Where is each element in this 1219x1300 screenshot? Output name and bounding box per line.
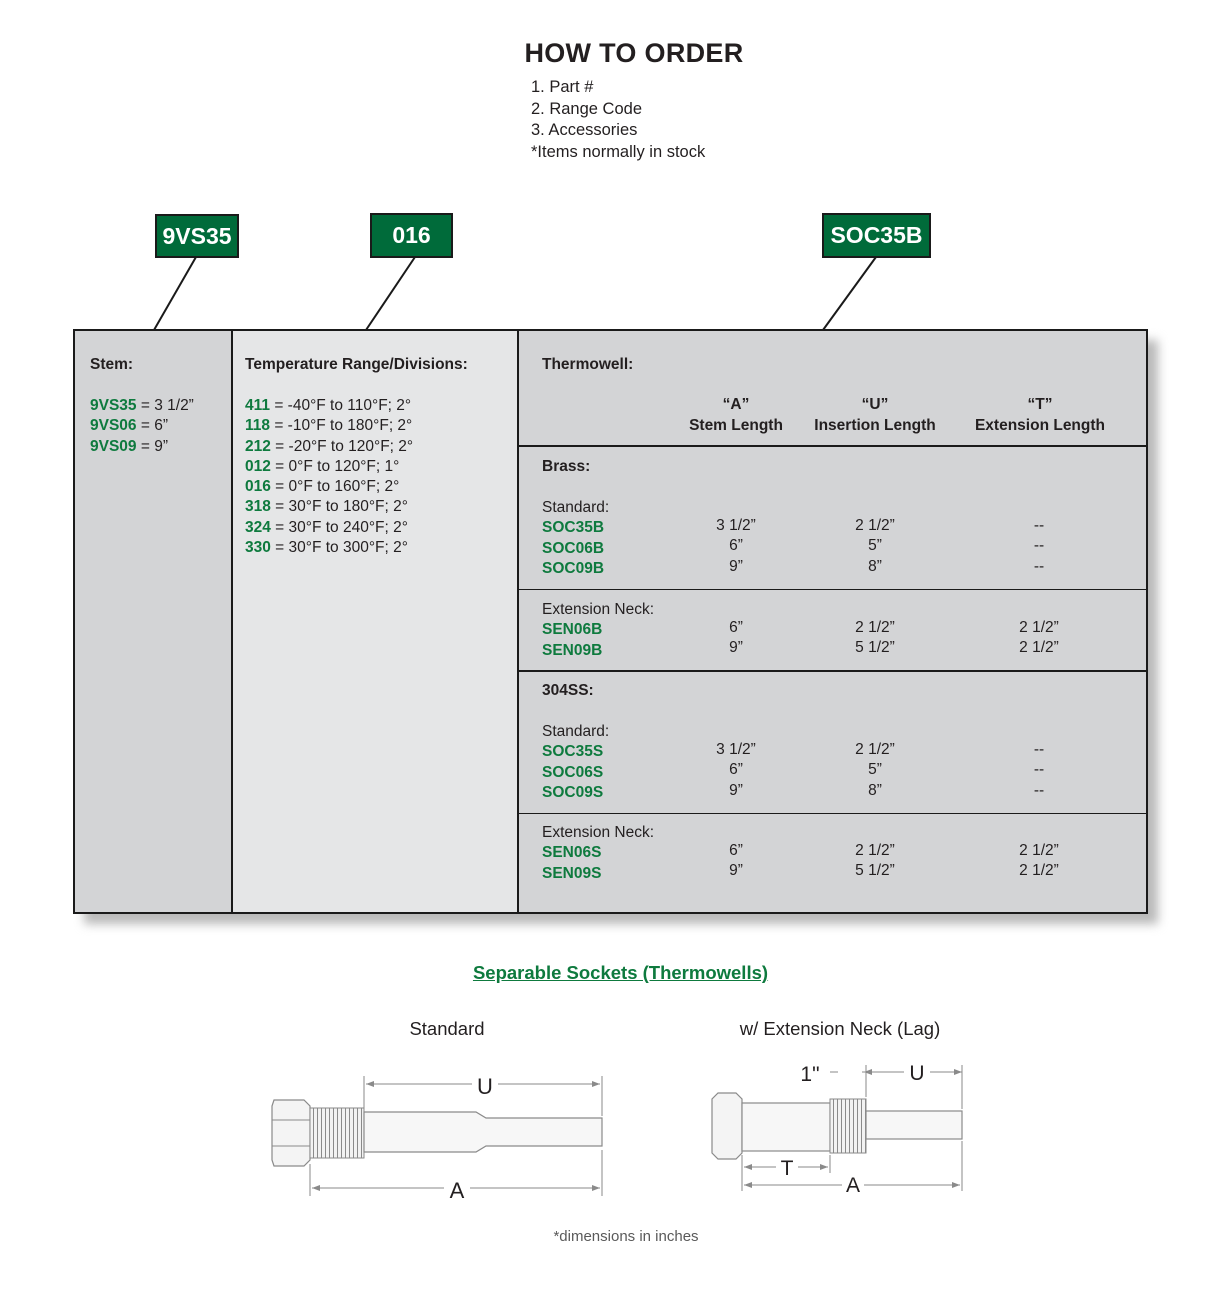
part-code: SEN06S: [542, 844, 602, 862]
col-header-u: “U” Insertion Length: [814, 396, 936, 434]
part-code: SOC06B: [542, 539, 605, 557]
range-panel: [231, 329, 519, 914]
ss-standard-a: 3 1/2” 6” 9”: [716, 741, 756, 799]
part-code: SOC09S: [542, 783, 604, 801]
extension-socket-drawing: [700, 1055, 980, 1200]
stem-tag: 9VS35: [155, 214, 239, 258]
col-header-t: “T” Extension Length: [974, 396, 1106, 434]
ss-standard-u: 2 1/2” 5” 8”: [855, 741, 895, 799]
brass-label: Brass:: [542, 458, 591, 475]
part-code: SEN09S: [542, 864, 602, 882]
ss-extension-codes: Extension Neck: SEN06S SEN09S: [542, 823, 654, 884]
stem-list: [90, 396, 194, 457]
stem-item: 9VS06 = 6”: [90, 417, 168, 435]
part-code: SOC09B: [542, 559, 605, 577]
stem-item: 9VS09 = 9”: [90, 437, 168, 455]
ss-label: 304SS:: [542, 682, 594, 699]
ss-extension-t: 2 1/2” 2 1/2”: [1019, 842, 1059, 880]
divider: [517, 670, 1148, 672]
range-header: Temperature Range/Divisions:: [245, 356, 468, 373]
brass-standard-u: 2 1/2” 5” 8”: [855, 517, 895, 575]
range-item: 324 = 30°F to 240°F; 2°: [245, 518, 408, 536]
divider: [517, 445, 1148, 447]
brass-extension-t: 2 1/2” 2 1/2”: [1019, 619, 1059, 657]
range-item: 118 = -10°F to 180°F; 2°: [245, 417, 413, 435]
sockets-title: Separable Sockets (Thermowells): [472, 962, 769, 983]
dim-t-label: T: [780, 1157, 794, 1180]
ss-standard-t: -- -- --: [1033, 741, 1045, 799]
dim-u-label: U: [477, 1074, 493, 1099]
dim-1in-label: 1": [800, 1063, 820, 1086]
brass-standard-codes: Standard: SOC35B SOC06B SOC09B: [542, 498, 609, 579]
dimensions-note: *dimensions in inches: [553, 1228, 699, 1245]
part-code: SOC06S: [542, 763, 604, 781]
range-list: [245, 396, 413, 558]
stem-header: Stem:: [90, 356, 134, 373]
stock-note: *Items normally in stock: [531, 142, 706, 161]
part-code: SOC35S: [542, 743, 604, 761]
tag-leader-lines: [0, 0, 1219, 340]
col-header-a: “A” Stem Length: [689, 396, 783, 434]
stem-item: 9VS35 = 3 1/2”: [90, 397, 194, 414]
part-code: SEN09B: [542, 641, 603, 659]
thermowell-header: Thermowell:: [542, 356, 634, 373]
part-code: SOC35B: [542, 519, 605, 537]
range-item: 318 = 30°F to 180°F; 2°: [245, 498, 408, 516]
range-item: 212 = -20°F to 120°F; 2°: [245, 437, 414, 455]
brass-extension-u: 2 1/2” 5 1/2”: [855, 619, 895, 657]
brass-standard-a: 3 1/2” 6” 9”: [716, 517, 756, 575]
ss-standard-codes: Standard: SOC35S SOC06S SOC09S: [542, 722, 609, 803]
brass-standard-t: -- -- --: [1033, 517, 1045, 575]
part-code: SEN06B: [542, 621, 603, 639]
stem-panel: [73, 329, 233, 914]
brass-extension-a: 6” 9”: [729, 619, 743, 657]
step-3: 3. Accessories: [531, 121, 638, 140]
step-1: 1. Part #: [531, 78, 594, 96]
page-title: HOW TO ORDER: [524, 38, 744, 68]
ss-extension-a: 6” 9”: [729, 842, 743, 880]
dim-u-label: U: [909, 1062, 925, 1085]
divider: [517, 813, 1148, 814]
standard-socket-drawing: [260, 1060, 620, 1210]
standard-label: Standard: [409, 1018, 485, 1039]
range-item: 411 = -40°F to 110°F; 2°: [245, 397, 412, 414]
range-item: 012 = 0°F to 120°F; 1°: [245, 457, 400, 475]
range-item: 016 = 0°F to 160°F; 2°: [245, 478, 400, 496]
step-2: 2. Range Code: [531, 99, 642, 118]
dim-a-label: A: [449, 1178, 465, 1203]
thermowell-tag: SOC35B: [822, 213, 931, 258]
divider: [517, 589, 1148, 590]
dim-a-label: A: [845, 1174, 861, 1197]
range-tag: 016: [370, 213, 453, 258]
extension-label: w/ Extension Neck (Lag): [739, 1018, 941, 1039]
range-item: 330 = 30°F to 300°F; 2°: [245, 539, 408, 557]
ss-extension-u: 2 1/2” 5 1/2”: [855, 842, 895, 880]
brass-extension-codes: Extension Neck: SEN06B SEN09B: [542, 600, 654, 661]
